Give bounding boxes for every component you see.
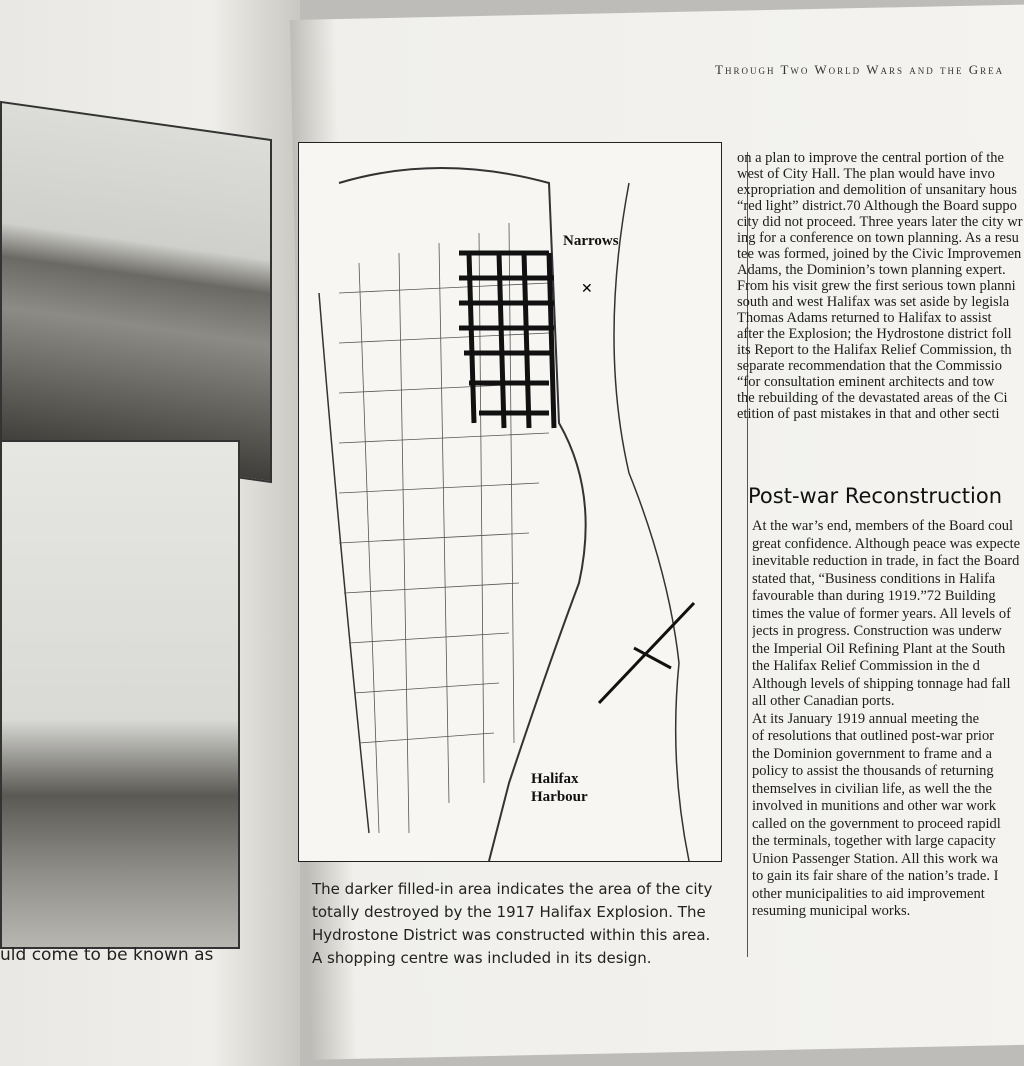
text-line: stated that, “Business conditions in Halifa xyxy=(752,570,996,587)
text-line: policy to assist the thousands of returning xyxy=(752,763,994,779)
text-line: At its January 1919 annual meeting the xyxy=(752,710,980,727)
left-caption-fragment: uld come to be known as xyxy=(0,945,214,965)
body-text-bottom xyxy=(752,518,1024,921)
text-line: themselves in civilian life, as well the the xyxy=(752,780,992,797)
text-line: times the value of former years. All levels of xyxy=(752,605,1011,622)
label-narrows: Narrows xyxy=(563,233,619,249)
text-line: Adams, the Dominion’s town planning expert. xyxy=(737,262,1006,278)
text-line: south and west Halifax was set aside by legisla xyxy=(737,294,1010,310)
text-line: the terminals, together with large capacity xyxy=(752,833,996,849)
label-harbour: Harbour xyxy=(531,789,588,805)
text-line: Union Passenger Station. All this work wa xyxy=(752,850,999,867)
text-line: “red light” district.70 Although the Board suppo xyxy=(737,198,1017,214)
label-halifax: Halifax xyxy=(531,771,579,787)
body-text-top xyxy=(737,150,1024,422)
text-line: separate recommendation that the Commissio xyxy=(737,358,1002,374)
map-caption: The darker filled-in area indicates the area of the city totally destroyed by the 1917 Halifax Explosion. The Hydrostone District was constructed within this area. A shopping centre was included in its design. xyxy=(312,880,713,967)
halifax-map xyxy=(298,142,722,862)
left-page xyxy=(0,0,300,1066)
text-line: Although levels of shipping tonnage had fall xyxy=(752,675,1011,692)
text-line: Thomas Adams returned to Halifax to assist xyxy=(737,310,992,326)
text-line: west of City Hall. The plan would have invo xyxy=(737,166,995,182)
map-drawing xyxy=(299,143,721,861)
text-line: the Halifax Relief Commission in the d xyxy=(752,658,980,674)
destroyed-area xyxy=(459,253,554,428)
text-line: great confidence. Although peace was expecte xyxy=(752,535,1021,552)
text-line: expropriation and demolition of unsanitary hous xyxy=(737,182,1017,198)
text-line: etition of past mistakes in that and other secti xyxy=(737,406,1000,422)
text-line: called on the government to proceed rapidl xyxy=(752,815,1001,832)
svg-text:✕: ✕ xyxy=(581,282,593,297)
text-line: all other Canadian ports. xyxy=(752,693,895,709)
photo-row-houses xyxy=(0,101,272,483)
text-line: on a plan to improve the central portion of the xyxy=(737,150,1004,166)
text-line: to gain its fair share of the nation’s trade. I xyxy=(752,868,999,884)
text-line: the Imperial Oil Refining Plant at the South xyxy=(752,640,1006,657)
text-line: the rebuilding of the devastated areas of the Ci xyxy=(737,390,1008,406)
text-line: other municipalities to aid improvement xyxy=(752,885,985,902)
text-line: city did not proceed. Three years later the city wr xyxy=(737,214,1023,230)
text-line: ing for a conference on town planning. As a resu xyxy=(737,230,1019,246)
section-title: Post-war Reconstruction xyxy=(748,484,1003,508)
text-line: resuming municipal works. xyxy=(752,903,911,919)
text-line: the Dominion government to frame and a xyxy=(752,745,992,762)
text-line: From his visit grew the first serious town planni xyxy=(737,278,1016,294)
text-line: favourable than during 1919.”72 Building xyxy=(752,588,996,604)
text-line: its Report to the Halifax Relief Commission, th xyxy=(737,342,1012,358)
text-line: jects in progress. Construction was underw xyxy=(752,623,1002,639)
text-line: tee was formed, joined by the Civic Improvemen xyxy=(737,246,1022,262)
text-line: “for consultation eminent architects and tow xyxy=(737,374,995,390)
running-header: Through Two World Wars and the Grea xyxy=(715,62,1005,77)
text-line: of resolutions that outlined post-war prior xyxy=(752,728,995,744)
text-line: involved in munitions and other war work xyxy=(752,798,997,814)
text-line: after the Explosion; the Hydrostone district foll xyxy=(737,326,1012,342)
text-line: At the war’s end, members of the Board coul xyxy=(752,518,1014,534)
compass-icon xyxy=(599,603,694,703)
text-line: inevitable reduction in trade, in fact the Board xyxy=(752,553,1020,569)
photo-street-scene xyxy=(0,440,240,949)
